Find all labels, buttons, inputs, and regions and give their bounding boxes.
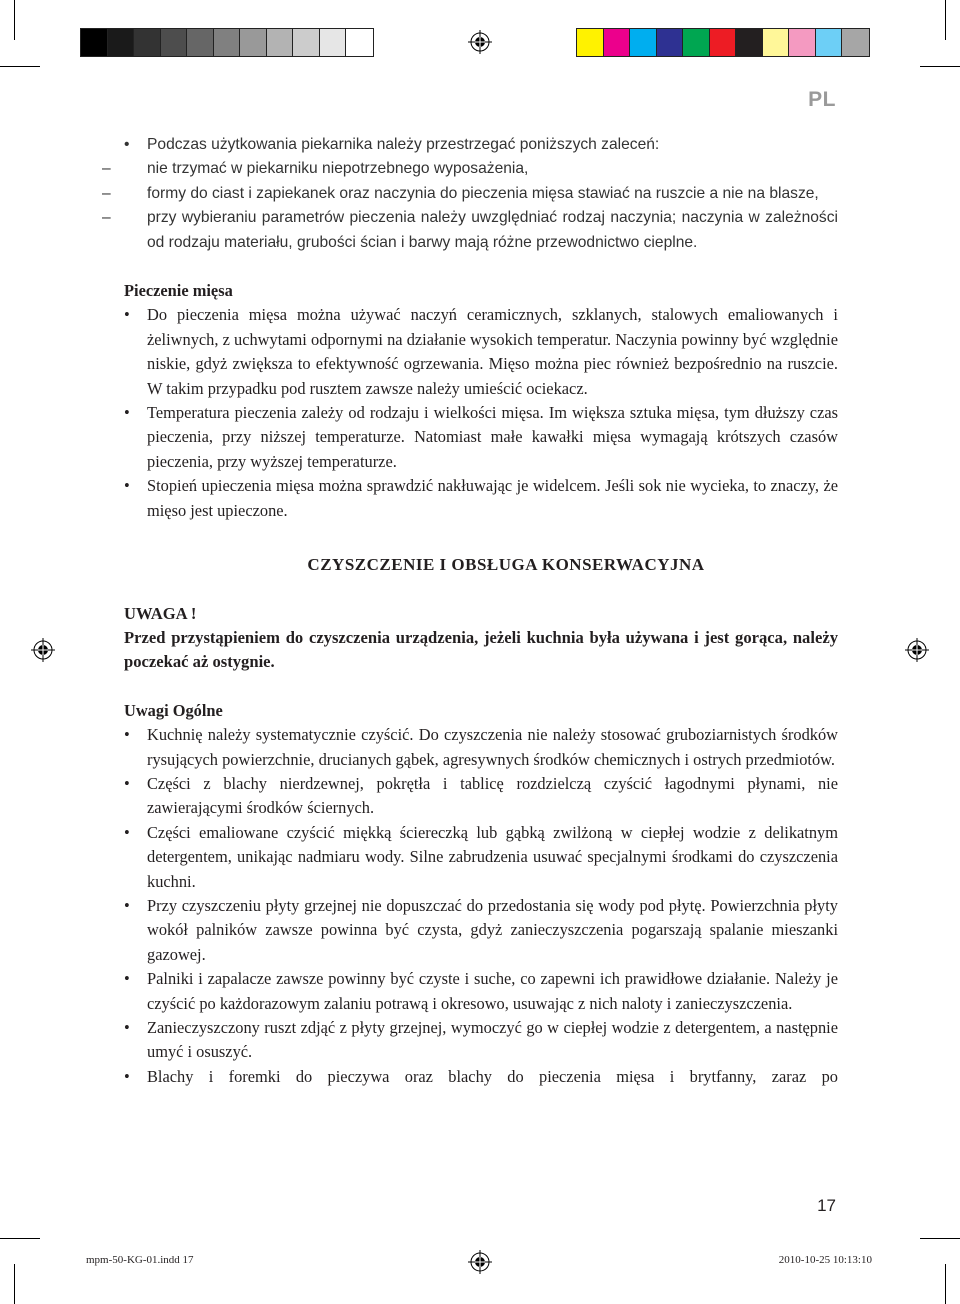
intro-bullet: • Podczas użytkowania piekarnika należy przestrzegać poniższych zaleceń:: [124, 133, 838, 157]
bullet-icon: •: [124, 1018, 130, 1037]
cleaning-item: • Kuchnię należy systematycznie czyścić. Do czyszczenia nie należy stosować gruboziarnistych środków rysujących powierzchnie, drucianych gąbek, agresywnych środków chemicznych i ostrych przedmiotów.: [124, 725, 838, 769]
color-swatch: [763, 29, 790, 56]
color-swatch: [81, 29, 108, 56]
intro-section: [102, 133, 838, 255]
color-swatch: [240, 29, 267, 56]
crop-mark-top-left-h: [0, 66, 40, 67]
color-swatch: [214, 29, 241, 56]
bullet-icon: •: [124, 476, 130, 496]
color-swatch: [736, 29, 763, 56]
crop-mark-bottom-right-h: [920, 1238, 960, 1239]
language-code: PL: [808, 88, 836, 111]
bullet-icon: •: [124, 773, 130, 793]
bullet-icon: •: [124, 969, 130, 989]
warning-text: Przed przystąpieniem do czyszczenia urządzenia, jeżeli kuchnia była używana i jest gorąca, należy poczekać aż ostygnie.: [124, 627, 838, 672]
cleaning-item: • Blachy i foremki do pieczywa oraz blachy do pieczenia mięsa i brytfanny, zaraz po: [124, 1065, 838, 1089]
intro-dash-item: – przy wybieraniu parametrów pieczenia należy uwzględniać rodzaj naczynia; naczynia w zależności od rodzaju materiału, grubości ścian i barwy mają różne przewodnictwo cieplne.: [124, 206, 838, 255]
crop-mark-top-left-v: [14, 0, 15, 40]
cleaning-title: CZYSZCZENIE I OBSŁUGA KONSERWACYJNA: [307, 555, 705, 575]
color-swatch: [789, 29, 816, 56]
color-swatch: [108, 29, 135, 56]
color-swatch: [630, 29, 657, 56]
general-heading: Uwagi Ogólne: [124, 700, 223, 720]
registration-mark-top-icon: [468, 30, 492, 54]
registration-mark-bottom-icon: [468, 1250, 492, 1274]
bullet-icon: •: [124, 1066, 130, 1086]
color-swatch: [842, 29, 869, 56]
roast-item: • Temperatura pieczenia zależy od rodzaju i wielkości mięsa. Im większa sztuka mięsa, tym dłuższy czas pieczenia, przy niższej temperaturze. Natomiast małe kawałki mięsa wymagają krótszych czasów pieczenia, przy wyższej temperaturze.: [124, 403, 838, 471]
color-swatch: [293, 29, 320, 56]
bullet-icon: •: [124, 895, 130, 915]
color-swatch: [134, 29, 161, 56]
color-swatch: [816, 29, 843, 56]
color-swatch: [187, 29, 214, 56]
crop-mark-top-right-h: [920, 66, 960, 67]
dash-icon: –: [102, 184, 111, 202]
cleaning-item: • Przy czyszczeniu płyty grzejnej nie dopuszczać do przedostania się wody pod płytę. Powierzchnia płyty wokół palników zawsze powinna być czysta, gdyż zanieczyszczenia pogarszają spalanie mieszanki gazowej.: [124, 895, 838, 964]
bullet-icon: •: [124, 136, 130, 153]
slug-date: 2010-10-25 10:13:10: [778, 1254, 872, 1266]
bullet-icon: •: [124, 305, 130, 325]
roast-item: • Do pieczenia mięsa można używać naczyń ceramicznych, szklanych, stalowych emaliowanych i żeliwnych, z uchwytami odpornymi na działanie wysokich temperatur. Naczynia powinny być względnie niskie, gdyż zwiększa to efektywność ogrzewania. Mięso można piec również bezpośrednio na ruszcie. W takim przypadku pod rusztem zawsze należy umieścić ociekacz.: [124, 305, 838, 398]
color-swatch: [657, 29, 684, 56]
color-swatch: [604, 29, 631, 56]
color-swatch: [161, 29, 188, 56]
intro-dash-item: – nie trzymać w piekarniku niepotrzebnego wyposażenia,: [124, 157, 838, 181]
color-swatch: [320, 29, 347, 56]
cleaning-item: • Części emaliowane czyścić miękką ściereczką lub gąbką zwilżoną w ciepłej wodzie z delikatnym detergentem, unikając nadmiaru wody. Silne zabrudzenia usuwać specjalnymi środkami do czyszczenia kuchni.: [124, 822, 838, 891]
cleaning-item: • Palniki i zapalacze zawsze powinny być czyste i suche, co zapewni ich prawidłowe działanie. Należy je czyścić po każdorazowym zalaniu potrawą i okresowo, usuwając z nich naloty i zanieczyszczenia.: [124, 969, 838, 1013]
crop-mark-bottom-left-h: [0, 1238, 40, 1239]
color-swatch: [267, 29, 294, 56]
dash-icon: –: [102, 209, 111, 227]
roast-heading: Pieczenie mięsa: [124, 281, 233, 301]
registration-mark-right-icon: [905, 638, 929, 662]
page-body: [102, 133, 838, 1089]
warning-label: UWAGA !: [124, 603, 197, 623]
bullet-icon: •: [124, 822, 130, 842]
cleaning-item: • Części z blachy nierdzewnej, pokrętła i tablicę rozdzielczą czyścić łagodnymi płynami, nie zawierającymi środków ściernych.: [124, 773, 838, 818]
bullet-icon: •: [124, 725, 130, 745]
color-swatch: [346, 29, 373, 56]
intro-dash-item: – formy do ciast i zapiekanek oraz naczynia do pieczenia mięsa stawiać na ruszcie a nie na blasze,: [124, 182, 838, 206]
crop-mark-top-right-v: [945, 0, 946, 40]
process-color-bar: [576, 28, 870, 57]
registration-mark-left-icon: [31, 638, 55, 662]
bullet-icon: •: [124, 403, 130, 423]
page-number: 17: [817, 1196, 836, 1215]
grayscale-color-bar: [80, 28, 374, 57]
crop-mark-bottom-left-v: [14, 1264, 15, 1304]
crop-mark-bottom-right-v: [945, 1264, 946, 1304]
cleaning-item: • Zanieczyszczony ruszt zdjąć z płyty grzejnej, wymoczyć go w ciepłej wodzie z detergentem, a następnie umyć i osuszyć.: [124, 1018, 838, 1062]
slug-file: mpm-50-KG-01.indd 17: [86, 1254, 194, 1266]
color-swatch: [577, 29, 604, 56]
color-swatch: [683, 29, 710, 56]
roast-item: • Stopień upieczenia mięsa można sprawdzić nakłuwając je widelcem. Jeśli sok nie wycieka, to znaczy, że mięso jest upieczone.: [124, 476, 838, 520]
color-swatch: [710, 29, 737, 56]
dash-icon: –: [102, 160, 111, 178]
